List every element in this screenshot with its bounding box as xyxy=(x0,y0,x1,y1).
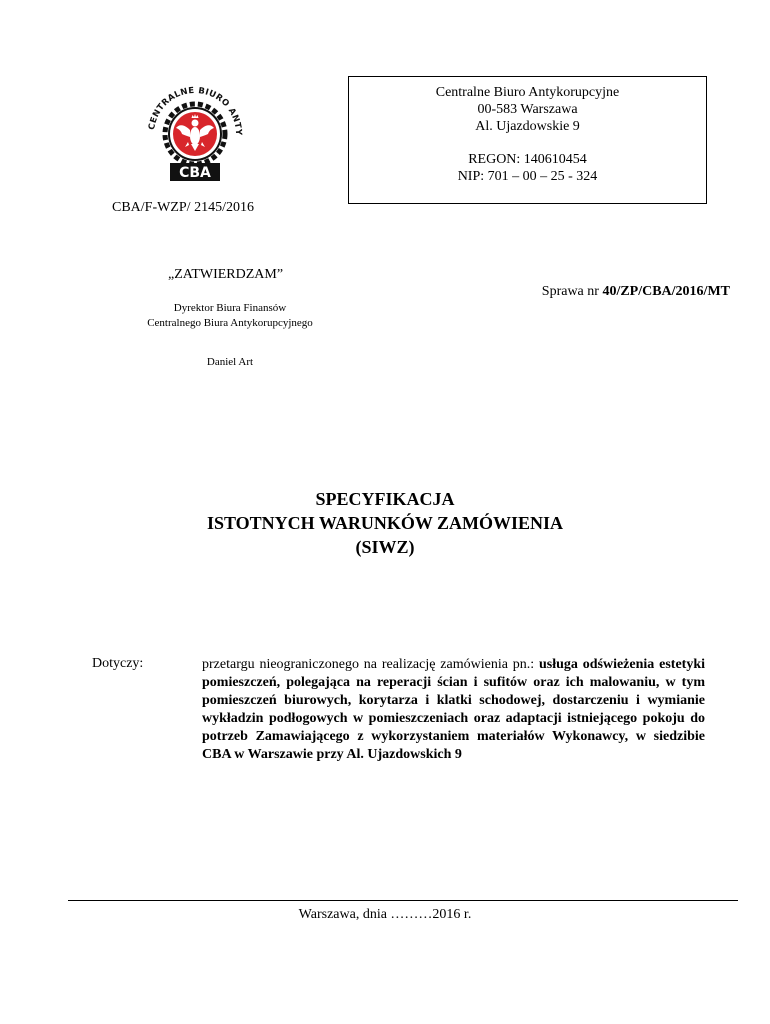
approver-name: Daniel Art xyxy=(206,356,254,368)
document-title-line1: SPECYFIKACJA xyxy=(315,489,455,509)
svg-text:CENTRALNE BIURO ANTYKORUPCYJNE: CENTRALNE BIURO ANTY xyxy=(147,85,244,136)
footer-date: Warszawa, dnia ………2016 r. xyxy=(298,907,472,922)
reference-number: CBA/F-WZP/ 2145/2016 xyxy=(112,200,254,215)
case-number-prefix: Sprawa nr xyxy=(541,284,603,299)
document-title-line3: (SIWZ) xyxy=(355,537,415,557)
subject-body xyxy=(202,656,705,764)
address-institution: Centralne Biuro Antykorupcyjne xyxy=(435,85,620,100)
address-box xyxy=(348,76,707,204)
cba-emblem-icon xyxy=(140,74,250,186)
approver-title-line2: Centralnego Biura Antykorupcyjnego xyxy=(147,317,313,329)
approver-title-line1: Dyrektor Biura Finansów xyxy=(173,302,287,314)
approval-heading: „ZATWIERDZAM” xyxy=(168,267,284,282)
svg-text:CBA: CBA xyxy=(179,165,211,181)
document-title-line2: ISTOTNYCH WARUNKÓW ZAMÓWIENIA xyxy=(206,513,564,533)
subject-label: Dotyczy: xyxy=(92,656,144,671)
address-postal: 00-583 Warszawa xyxy=(477,102,578,117)
approver-title xyxy=(110,301,350,331)
address-street: Al. Ujazdowskie 9 xyxy=(475,119,580,134)
case-number-value: 40/ZP/CBA/2016/MT xyxy=(602,284,730,299)
address-regon: REGON: 140610454 xyxy=(468,152,587,167)
document-title xyxy=(0,487,770,559)
address-nip: NIP: 701 – 00 – 25 - 324 xyxy=(457,169,598,184)
subject-bold-text: usługa odświeżenia estetyki pomieszczeń, polegająca na reperacji ścian i sufitów oraz ich malowaniu, w tym pomieszczeń biurowych, korytarza i klatki schodowej, dostarczeniu i wymianie wykładzin podłogowych w pomieszczeniach oraz adaptacji istniejącego pokoju do potrzeb Zamawiającego z wykorzystaniem materiałów Wykonawcy, w siedzibie CBA w Warszawie przy Al. Ujazdowskich 9 xyxy=(202,657,705,762)
footer-divider xyxy=(68,900,738,901)
case-number xyxy=(542,284,730,300)
cba-logo xyxy=(140,74,250,186)
subject-intro: przetargu nieograniczonego na realizację zamówienia pn.: xyxy=(202,657,539,672)
